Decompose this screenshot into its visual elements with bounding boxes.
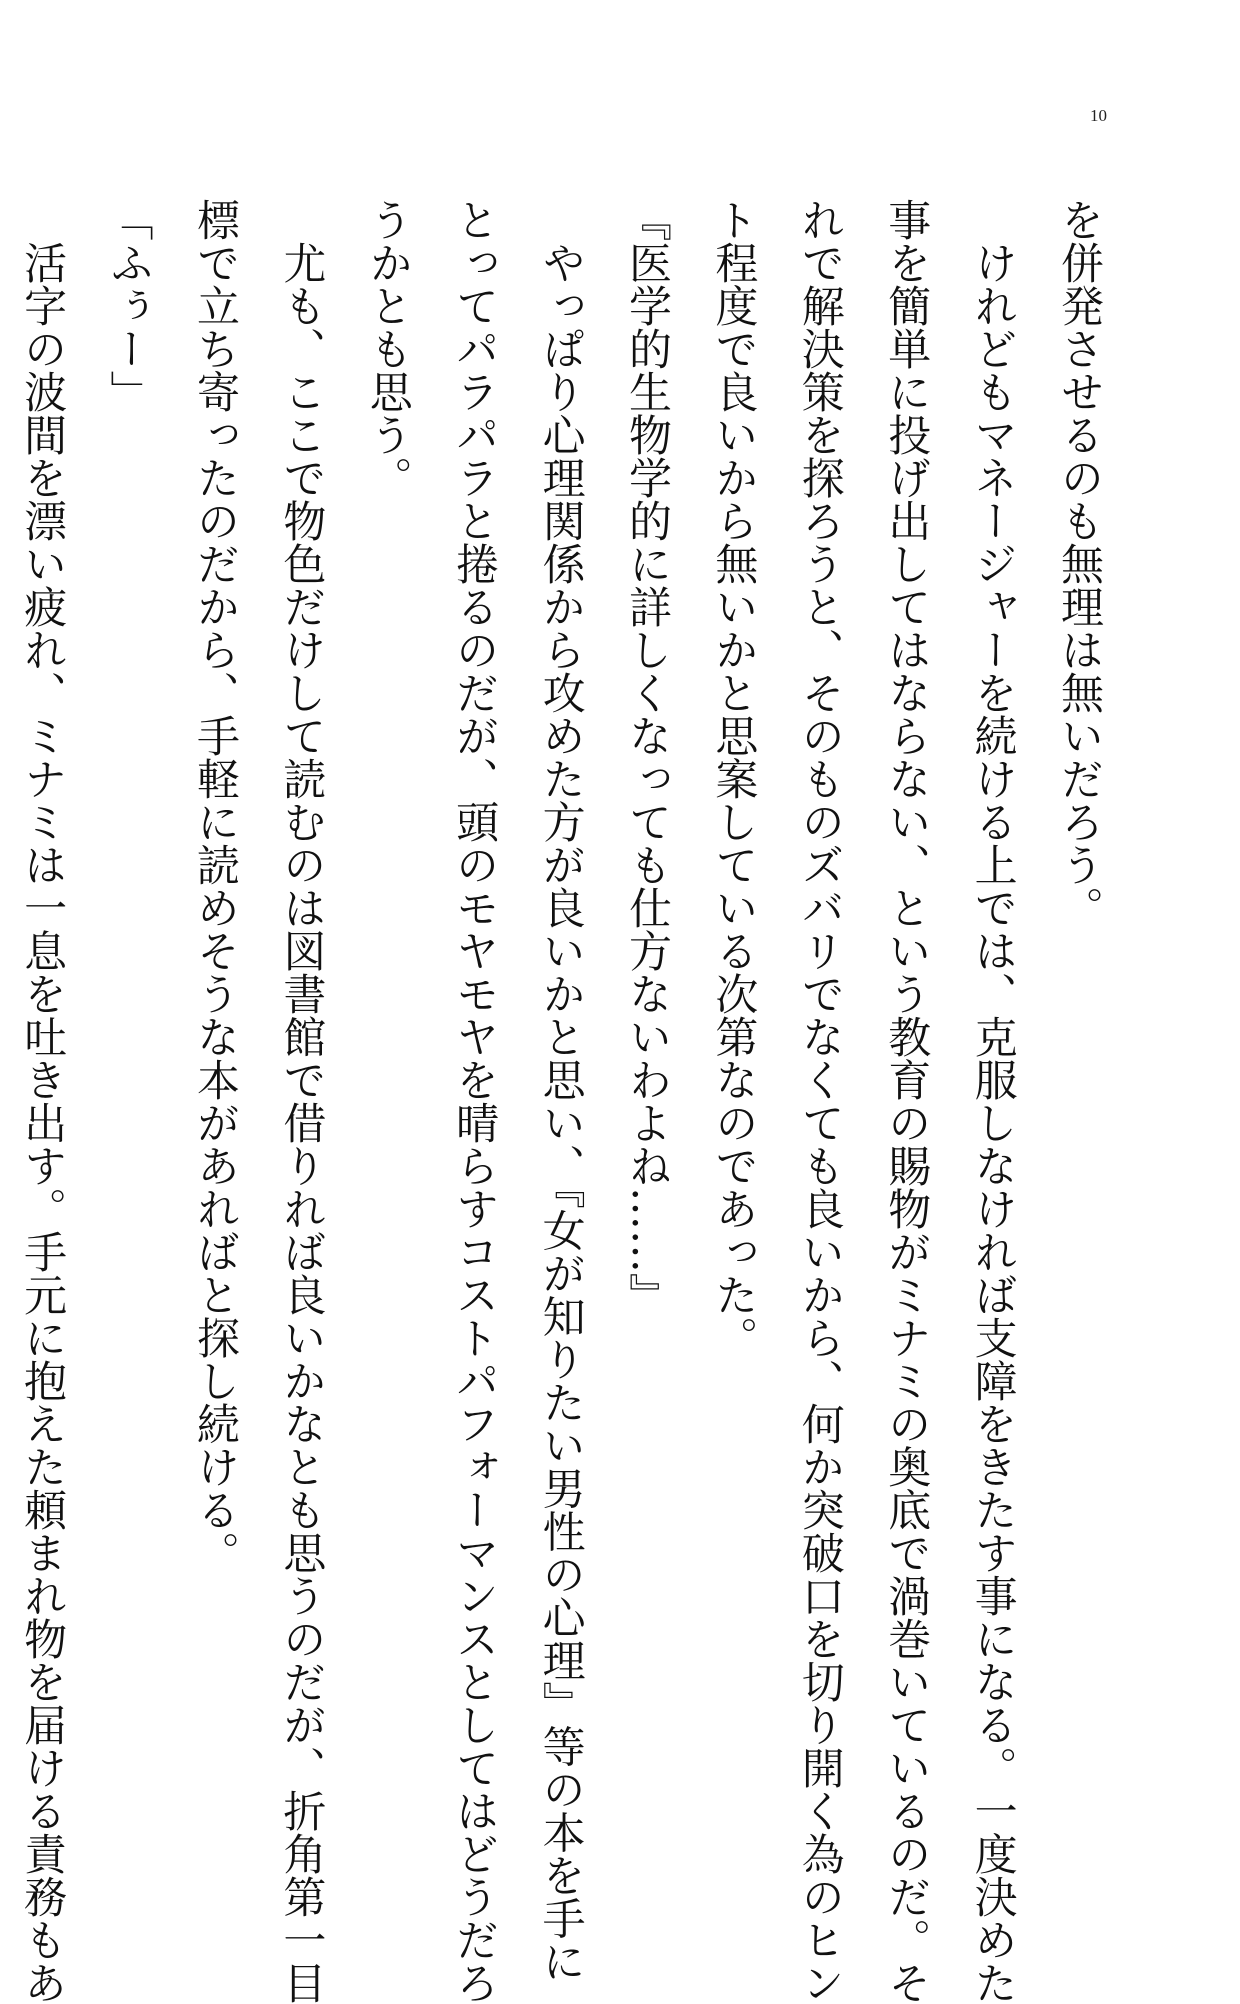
text-line: を併発させるのも無理は無いだろう。 xyxy=(1054,198,1104,929)
text-line: 事を簡単に投げ出してはならない、という教育の賜物がミナミの奥底で渦巻いているのだ。そ xyxy=(881,198,932,2004)
vertical-text-body xyxy=(17,198,1122,2004)
text-line: 『医学的生物学的に詳しくなっても仕方ないわよね……』 xyxy=(621,198,672,1316)
text-line: ト程度で良いから無いかと思案している次第なのであった。 xyxy=(708,198,759,1359)
text-line: 活字の波間を漂い疲れ、ミナミは一息を吐き出す。手元に抱えた頼まれ物を届ける責務もあ xyxy=(17,198,68,2004)
text-line: とってパラパラと捲るのだが、頭のモヤモヤを晴らすコストパフォーマンスとしてはどうだろ xyxy=(449,198,500,2004)
page-number: 10 xyxy=(1090,106,1107,125)
text-line: 「ふぅー」 xyxy=(103,198,154,413)
text-line: うかとも思う。 xyxy=(362,198,413,499)
text-line: けれどもマネージャーを続ける上では、克服しなければ支障をきたす事になる。一度決めた xyxy=(967,198,1018,2004)
text-line: れで解決策を探ろうと、そのものズバリでなくても良いから、何か突破口を切り開く為のヒン xyxy=(794,198,845,2004)
text-line: やっぱり心理関係から攻めた方が良いかと思い、『女が知りたい男性の心理』等の本を手に xyxy=(535,198,586,1983)
text-line: 標で立ち寄ったのだから、手軽に読めそうな本があればと探し続ける。 xyxy=(189,198,240,1574)
text-line: 尤も、ここで物色だけして読むのは図書館で借りれば良いかなとも思うのだが、折角第一目 xyxy=(276,198,327,2004)
